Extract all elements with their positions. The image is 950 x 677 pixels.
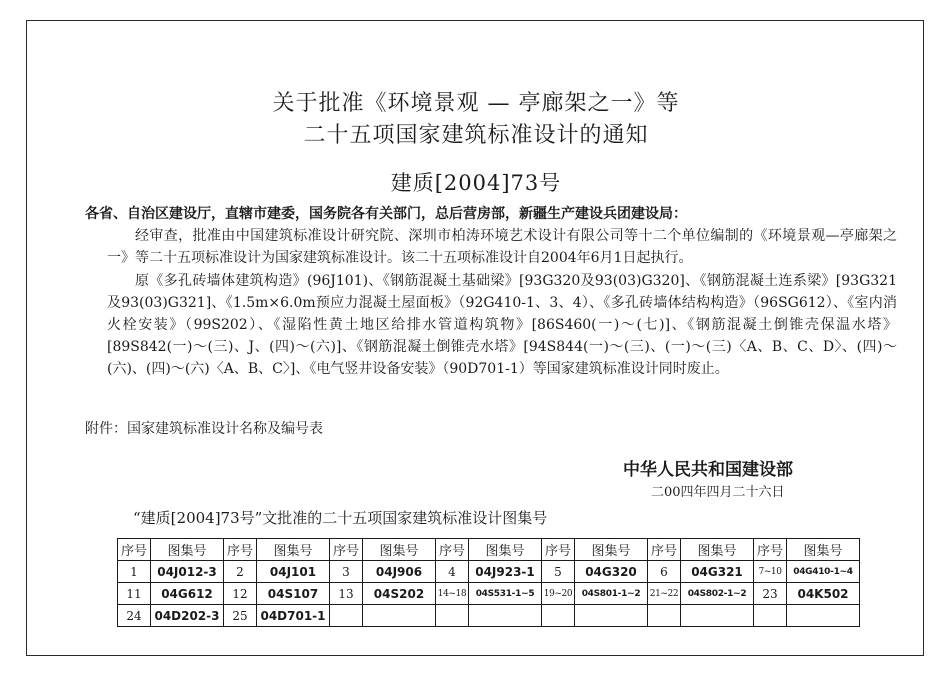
header-serial: 序号: [648, 539, 681, 561]
atlas-code-cell: 04G612: [151, 583, 224, 605]
header-atlas-no: 图集号: [151, 539, 224, 561]
header-serial: 序号: [754, 539, 787, 561]
empty-cell: [681, 605, 754, 627]
serial-cell: 21~22: [648, 583, 681, 605]
atlas-code-cell: 04G320: [575, 561, 648, 583]
serial-cell: 12: [224, 583, 257, 605]
header-serial: 序号: [436, 539, 469, 561]
body-paragraph-2: 原《多孔砖墙体建筑构造》(96J101)、《钢筋混凝土基础梁》[93G320及93(03)G320]、《钢筋混凝土连系梁》[93G321及93(03)G321]、《1.5m×6.0m预应力混凝土屋面板》（92G410-1、3、4）、《多孔砖墙体结构构造》（96SG612）、《室内消火栓安装》（99S202）、《湿陷性黄土地区给排水管道构筑物》[86S460(一)～(七)]、《钢筋混凝土倒锥壳保温水塔》[89S842(一)～(三)、J、(四)～(六)]、《钢筋混凝土倒锥壳水塔》[94S844(一)～(三)、(一)～(三)〈A、B、C、D〉、(四)～(六)、(四)～(六)〈A、B、C〉]、《电气竖井设备安装》（90D701-1）等国家建筑标准设计同时废止。: [107, 273, 897, 377]
empty-cell: [436, 605, 469, 627]
atlas-code-cell: 04S531-1~5: [469, 583, 542, 605]
empty-cell: [754, 605, 787, 627]
header-serial: 序号: [330, 539, 363, 561]
table-caption: “建质[2004]73号”文批准的二十五项国家建筑标准设计图集号: [133, 509, 548, 527]
atlas-code-cell: 04G410-1~4: [787, 561, 860, 583]
header-atlas-no: 图集号: [257, 539, 330, 561]
empty-cell: [787, 605, 860, 627]
serial-cell: 25: [224, 605, 257, 627]
document-number: 建质[2004]73号: [390, 171, 562, 195]
serial-cell: 1: [118, 561, 151, 583]
atlas-code-cell: 04D202-3: [151, 605, 224, 627]
atlas-code-cell: 04S107: [257, 583, 330, 605]
atlas-code-cell: 04J923-1: [469, 561, 542, 583]
header-serial: 序号: [118, 539, 151, 561]
table-header-row: [118, 539, 860, 561]
serial-cell: 13: [330, 583, 363, 605]
serial-cell: 11: [118, 583, 151, 605]
atlas-code-cell: 04J101: [257, 561, 330, 583]
atlas-code-cell: 04K502: [787, 583, 860, 605]
notice-title-line2: 二十五项国家建筑标准设计的通知: [303, 123, 649, 148]
atlas-code-cell: 04S801-1~2: [575, 583, 648, 605]
serial-cell: 4: [436, 561, 469, 583]
issuing-authority: 中华人民共和国建设部: [623, 460, 793, 480]
serial-cell: 5: [542, 561, 575, 583]
empty-cell: [330, 605, 363, 627]
atlas-code-cell: 04J906: [363, 561, 436, 583]
serial-cell: 19~20: [542, 583, 575, 605]
empty-cell: [363, 605, 436, 627]
atlas-number-table: [117, 538, 860, 627]
notice-title-line1: 关于批准《环境景观 — 亭廊架之一》等: [272, 91, 680, 116]
serial-cell: 2: [224, 561, 257, 583]
empty-cell: [469, 605, 542, 627]
table-row: [118, 583, 860, 605]
attachment-line: 附件：国家建筑标准设计名称及编号表: [85, 421, 323, 437]
empty-cell: [542, 605, 575, 627]
table-row: [118, 605, 860, 627]
atlas-code-cell: 04S802-1~2: [681, 583, 754, 605]
empty-cell: [575, 605, 648, 627]
atlas-code-cell: 04D701-1: [257, 605, 330, 627]
serial-cell: 23: [754, 583, 787, 605]
atlas-code-cell: 04S202: [363, 583, 436, 605]
body-paragraph-1: 经审查，批准由中国建筑标准设计研究院、深圳市柏涛环境艺术设计有限公司等十二个单位编制的《环境景观—亭廊架之一》等二十五项标准设计为国家建筑标准设计。该二十五项标准设计自2004年6月1日起执行。: [107, 228, 897, 266]
serial-cell: 7~10: [754, 561, 787, 583]
document-frame: [26, 20, 924, 656]
serial-cell: 6: [648, 561, 681, 583]
atlas-code-cell: 04J012-3: [151, 561, 224, 583]
atlas-code-cell: 04G321: [681, 561, 754, 583]
serial-cell: 24: [118, 605, 151, 627]
serial-cell: 3: [330, 561, 363, 583]
header-serial: 序号: [224, 539, 257, 561]
header-atlas-no: 图集号: [575, 539, 648, 561]
header-atlas-no: 图集号: [469, 539, 542, 561]
header-atlas-no: 图集号: [787, 539, 860, 561]
table-row: [118, 561, 860, 583]
header-serial: 序号: [542, 539, 575, 561]
empty-cell: [648, 605, 681, 627]
header-atlas-no: 图集号: [363, 539, 436, 561]
serial-cell: 14~18: [436, 583, 469, 605]
header-atlas-no: 图集号: [681, 539, 754, 561]
issue-date: 二00四年四月二十六日: [651, 485, 785, 500]
salutation: 各省、自治区建设厅，直辖市建委，国务院各有关部门，总后营房部，新疆生产建设兵团建设局：: [85, 206, 687, 222]
